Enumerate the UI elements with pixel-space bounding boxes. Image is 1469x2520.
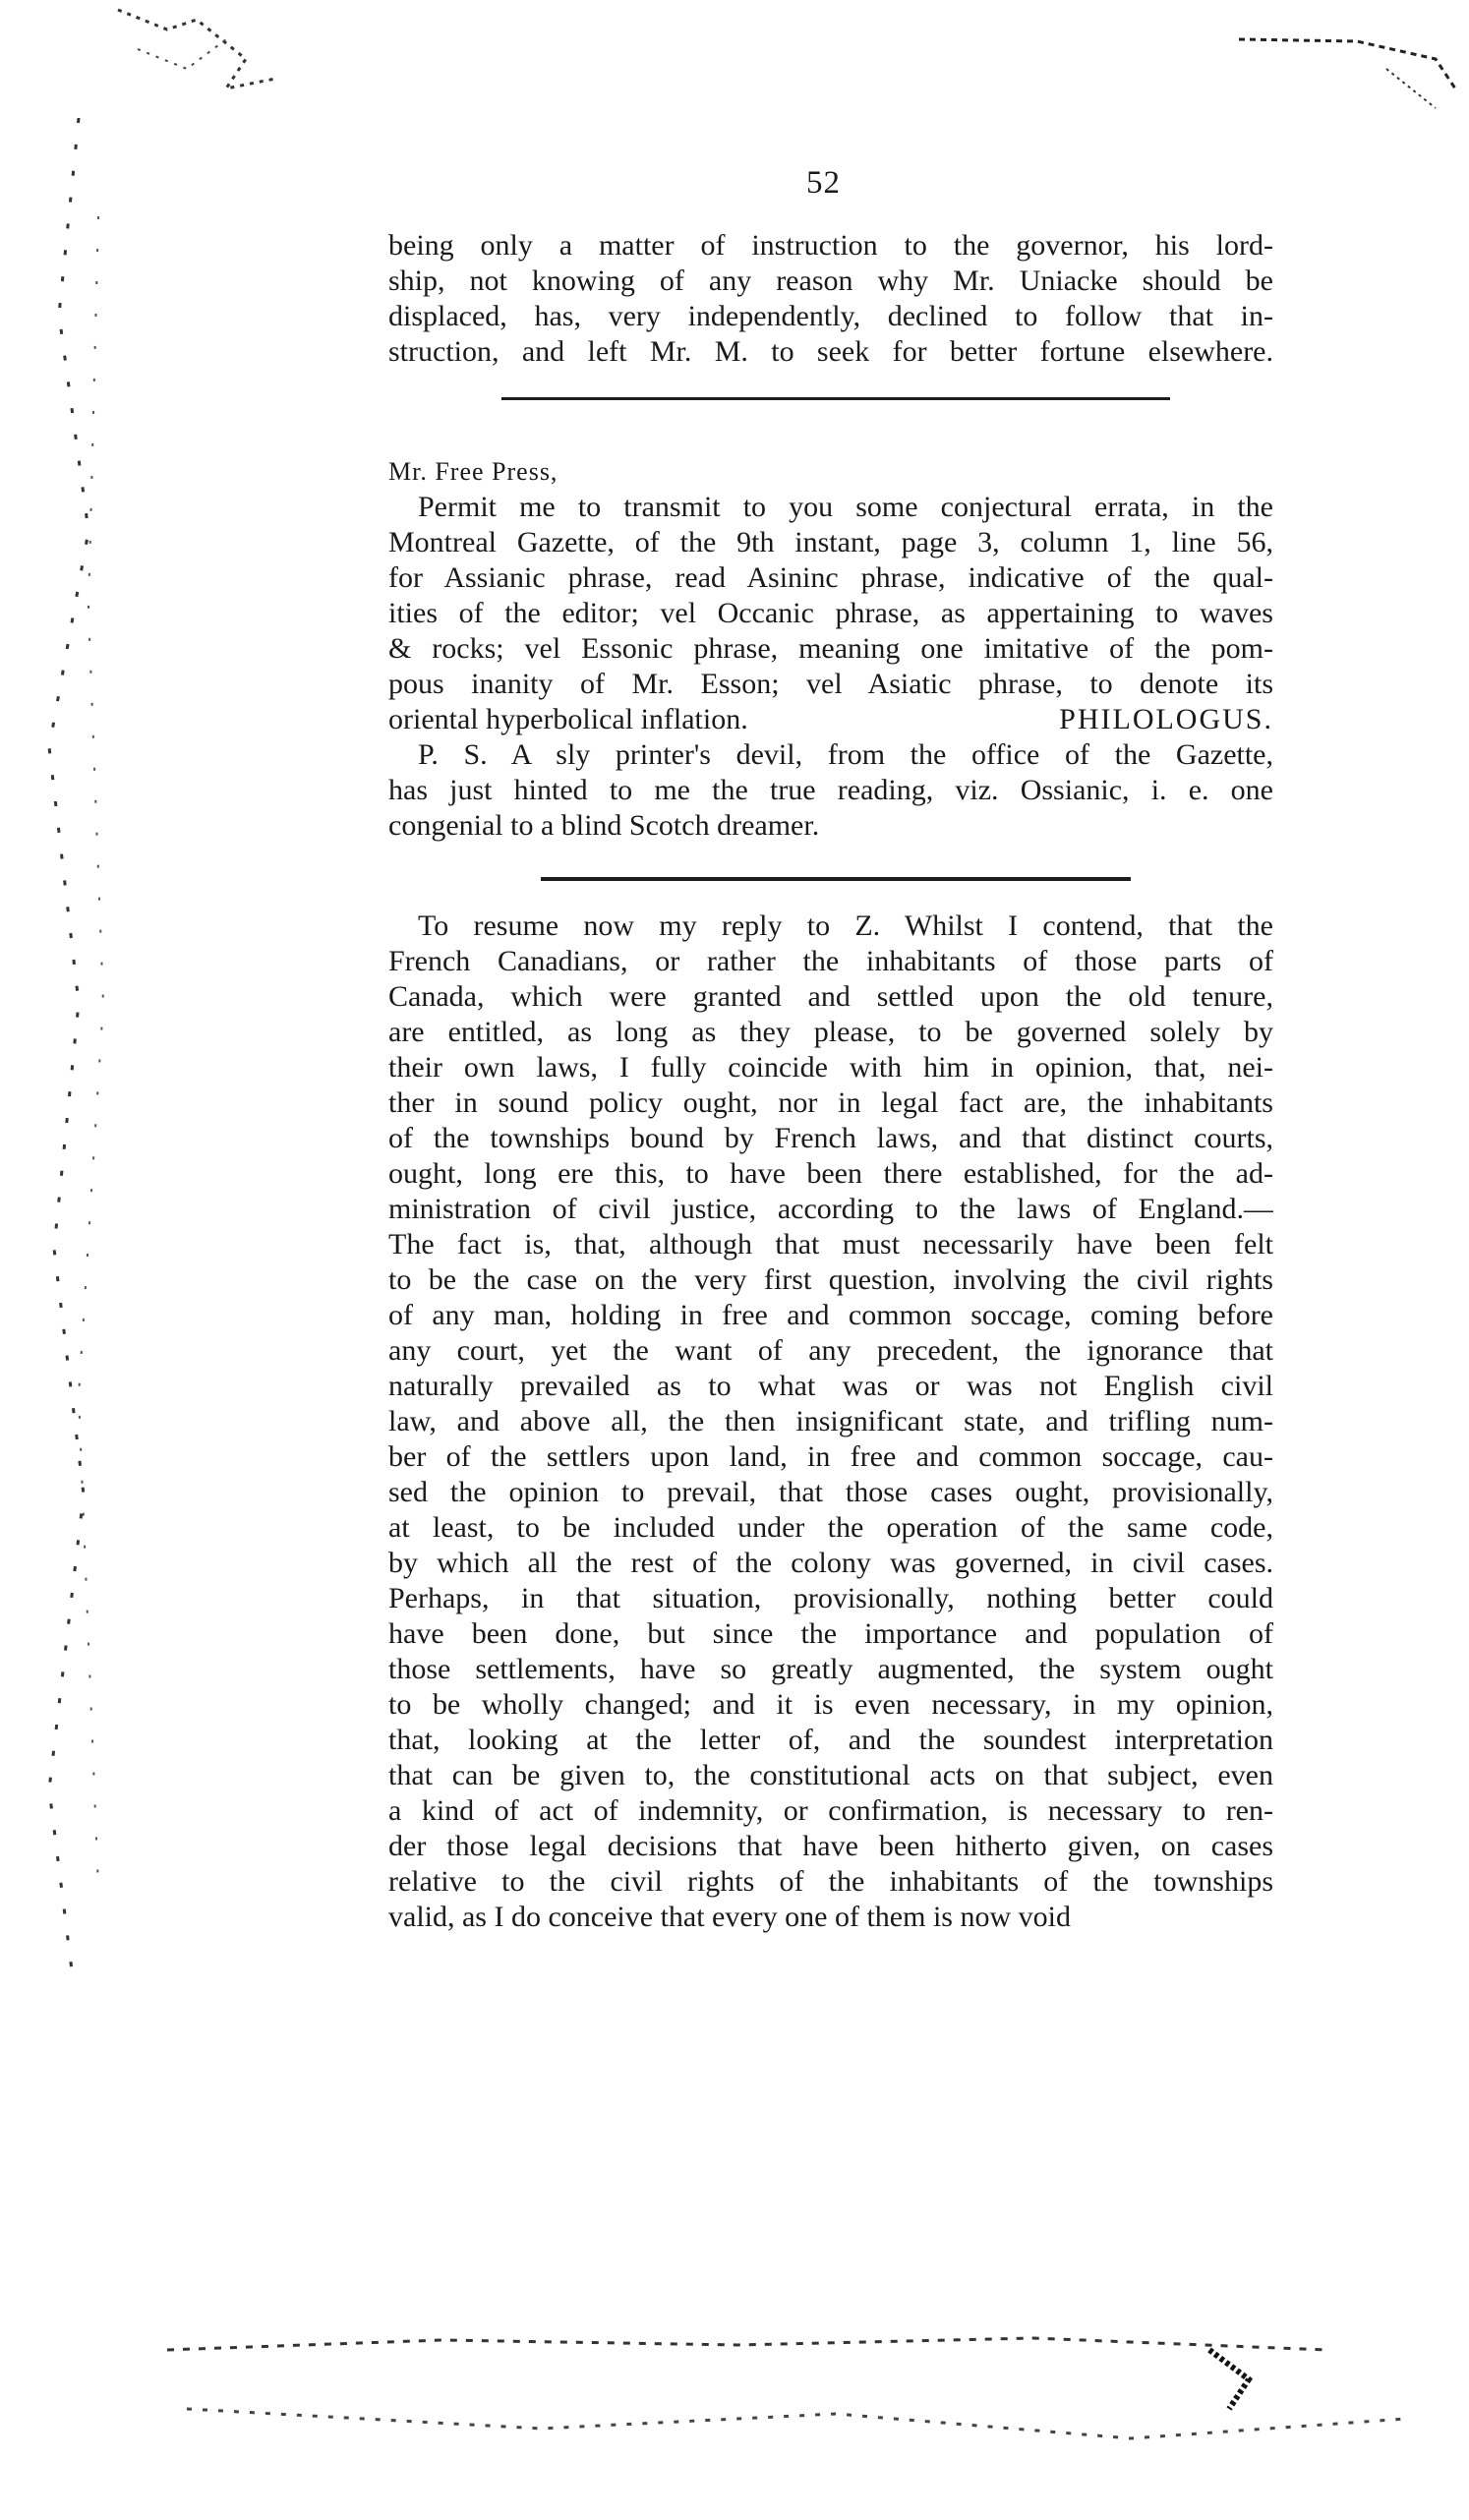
text-line: of any man, holding in free and common soccage, coming before <box>388 1299 1273 1331</box>
scan-noise-left-margin <box>20 118 108 1986</box>
text-line: relative to the civil rights of the inhabitants of the townships <box>388 1865 1273 1898</box>
text-line: displaced, has, very independently, declined to follow that in- <box>388 300 1273 332</box>
text-line: valid, as I do conceive that every one of them is now void <box>388 1901 1071 1933</box>
letter-closing-line <box>388 702 1273 737</box>
text-line: have been done, but since the importance and population of <box>388 1617 1273 1650</box>
text-line: To resume now my reply to Z. Whilst I contend, that the <box>418 909 1273 942</box>
text-line: Montreal Gazette, of the 9th instant, page 3, column 1, line 56, <box>388 526 1273 558</box>
text-line: to be the case on the very first question, involving the civil rights <box>388 1263 1273 1296</box>
scan-noise-bottom <box>147 2320 1445 2468</box>
text-line: congenial to a blind Scotch dreamer. <box>388 809 820 842</box>
text-line: by which all the rest of the colony was governed, in civil cases. <box>388 1547 1273 1579</box>
text-line: ber of the settlers upon land, in free and common soccage, cau- <box>388 1440 1273 1473</box>
top-continuation-block <box>388 228 1273 370</box>
text-line: that can be given to, the constitutional acts on that subject, even <box>388 1759 1273 1791</box>
section-divider <box>541 877 1131 881</box>
scan-noise-top-left <box>108 0 364 118</box>
text-line: French Canadians, or rather the inhabitants of those parts of <box>388 945 1273 977</box>
page-number: 52 <box>806 165 841 201</box>
main-body-text <box>388 908 1273 1935</box>
letter-signature: PHILOLOGUS. <box>1059 703 1273 735</box>
text-line: der those legal decisions that have been hitherto given, on cases <box>388 1830 1273 1862</box>
text-line: are entitled, as long as they please, to be governed solely by <box>388 1016 1273 1048</box>
text-line: ministration of civil justice, according to the laws of England.— <box>388 1193 1273 1225</box>
text-line: ther in sound policy ought, nor in legal fact are, the inhabitants <box>388 1086 1273 1119</box>
text-line: naturally prevailed as to what was or was not English civil <box>388 1370 1273 1402</box>
text-line: being only a matter of instruction to the governor, his lord- <box>388 229 1273 262</box>
text-line: struction, and left Mr. M. to seek for better fortune elsewhere. <box>388 335 1273 368</box>
text-line: to be wholly changed; and it is even necessary, in my opinion, <box>388 1688 1273 1721</box>
text-line: for Assianic phrase, read Asininc phrase, indicative of the qual- <box>388 561 1273 594</box>
text-line: Permit me to transmit to you some conjectural errata, in the <box>418 491 1273 523</box>
text-line: The fact is, that, although that must necessarily have been felt <box>388 1228 1273 1260</box>
text-line: P. S. A sly printer's devil, from the office of the Gazette, <box>418 738 1273 771</box>
text-line: oriental hyperbolical inflation. <box>388 703 748 735</box>
text-line: a kind of act of indemnity, or confirmation, is necessary to ren- <box>388 1794 1273 1827</box>
text-line: those settlements, have so greatly augmented, the system ought <box>388 1653 1273 1685</box>
text-line: at least, to be included under the operation of the same code, <box>388 1511 1273 1544</box>
text-line: ought, long ere this, to have been there established, for the ad- <box>388 1157 1273 1190</box>
text-line: Canada, which were granted and settled upon the old tenure, <box>388 980 1273 1013</box>
letter-salutation: Mr. Free Press, <box>388 457 558 486</box>
text-line: that, looking at the letter of, and the soundest interpretation <box>388 1724 1273 1756</box>
text-line: sed the opinion to prevail, that those cases ought, provisionally, <box>388 1476 1273 1508</box>
letter-block <box>388 454 1273 737</box>
text-line: pous inanity of Mr. Esson; vel Asiatic phrase, to denote its <box>388 668 1273 700</box>
text-line: of the townships bound by French laws, and that distinct courts, <box>388 1122 1273 1154</box>
text-line: & rocks; vel Essonic phrase, meaning one imitative of the pom- <box>388 632 1273 665</box>
text-line: any court, yet the want of any precedent, the ignorance that <box>388 1334 1273 1367</box>
scan-noise-top-right <box>1239 20 1465 118</box>
text-line: ities of the editor; vel Occanic phrase, as appertaining to waves <box>388 597 1273 629</box>
text-line: law, and above all, the then insignificant state, and trifling num- <box>388 1405 1273 1437</box>
postscript-block <box>388 737 1273 844</box>
text-line: ship, not knowing of any reason why Mr. Uniacke should be <box>388 264 1273 297</box>
text-line: Perhaps, in that situation, provisionally, nothing better could <box>388 1582 1273 1614</box>
text-line: has just hinted to me the true reading, viz. Ossianic, i. e. one <box>388 774 1273 806</box>
text-line: their own laws, I fully coincide with him in opinion, that, nei- <box>388 1051 1273 1084</box>
section-divider <box>501 397 1170 400</box>
